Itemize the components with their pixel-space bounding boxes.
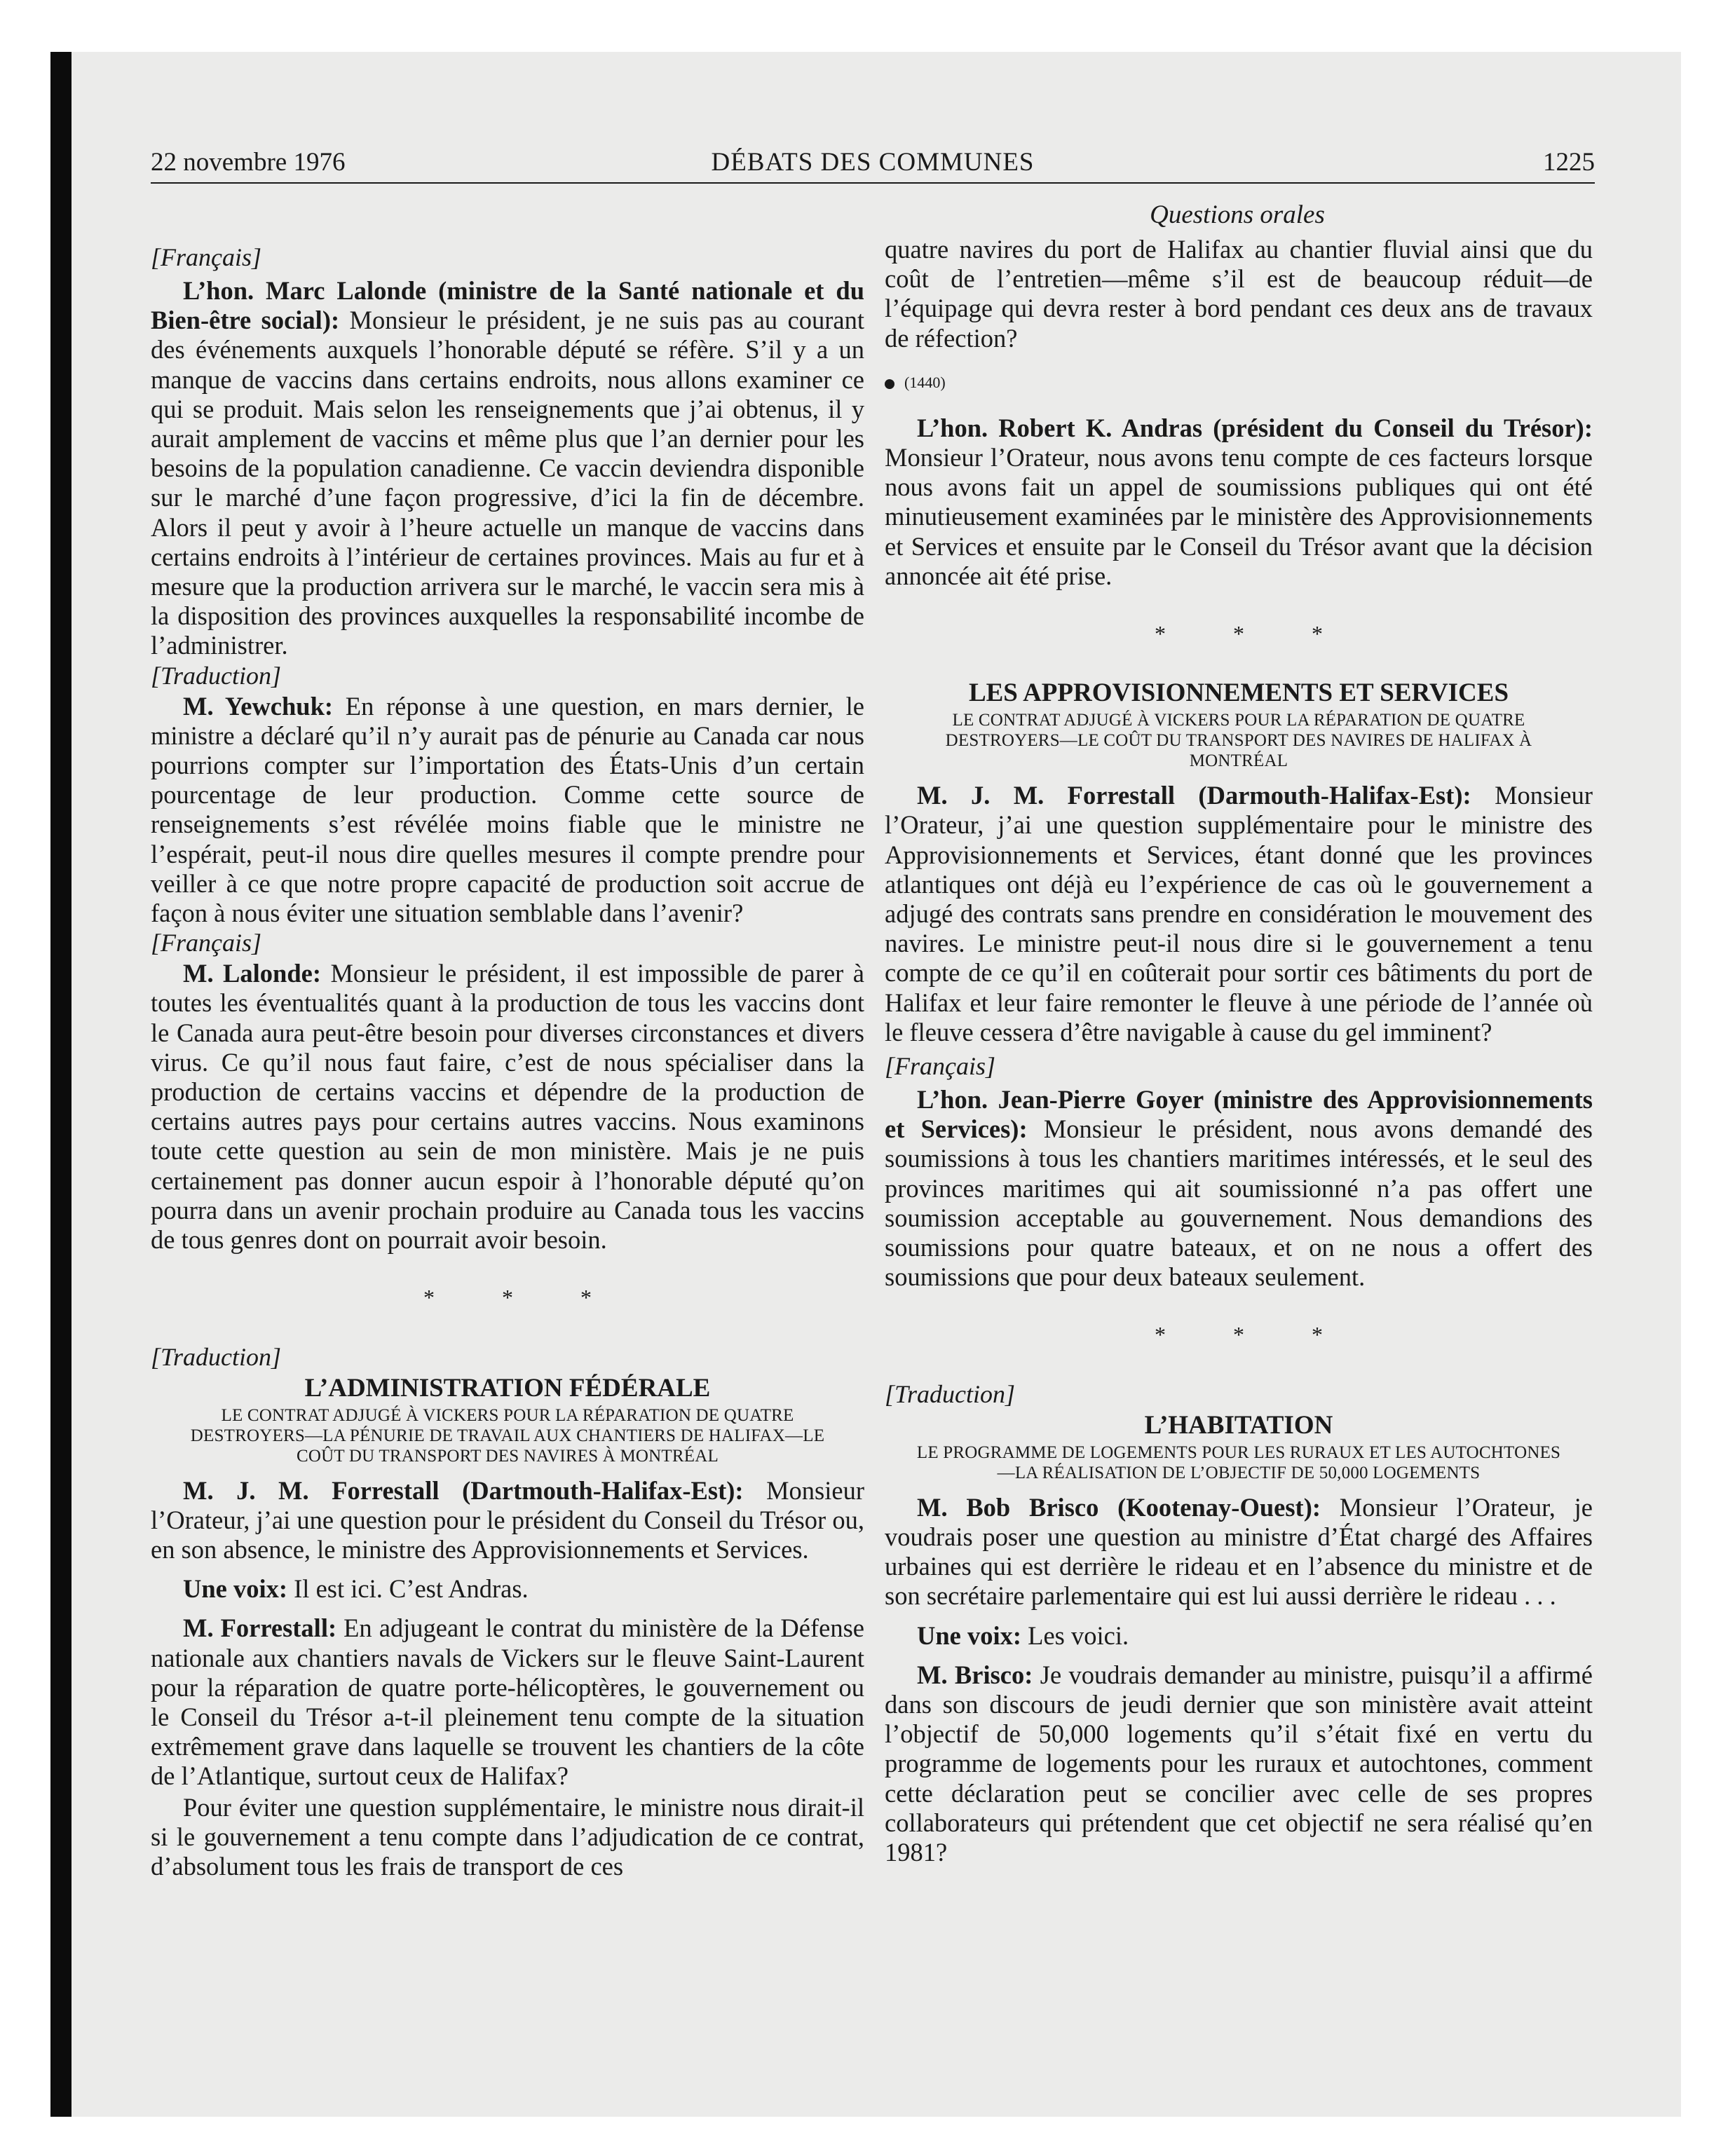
speech-paragraph: [885, 235, 1593, 353]
speech-paragraph: [885, 1493, 1593, 1611]
speaker-name: M. Bob Brisco (Kootenay-Ouest):: [917, 1492, 1321, 1522]
speech-paragraph: [151, 1476, 864, 1565]
header-title: DÉBATS DES COMMUNES: [711, 148, 1035, 177]
section-subtitle: LE PROGRAMME DE LOGEMENTS POUR LES RURAUX ET LES AUTOCHTONES—LA RÉALISATION DE L’OBJECTIF DE 50,000 LOGEMENTS: [916, 1442, 1561, 1482]
speech-text: Monsieur l’Orateur, nous avons tenu compte de ces facteurs lorsque nous avons fait un appel de soumissions publiques qui ont été minutieusement examinées par le ministère des Approvisionnements et Services et ensuite par le Conseil du Trésor avant que la décision annoncée ait été prise.: [885, 443, 1593, 590]
speaker-name: M. Lalonde:: [183, 959, 321, 988]
language-tag: [Traduction]: [151, 1342, 282, 1371]
speaker-name: M. J. M. Forrestall (Dartmouth-Halifax-Est):: [183, 1475, 744, 1505]
speech-text: Monsieur le président, il est impossible de parer à toutes les éventualités quant à la production de tous les vaccins dont le Canada aura peut-être besoin pour diverses circonstances et divers virus. Ce qu’il nous faut faire, c’est de nous spécialiser dans la production de certains vaccins et dépendre de la production de certains autres pays pour certains autres vaccins. Nous examinons toute cette question au sein de mon ministère. Mais je ne puis certainement pas donner aucun espoir à l’honorable député qu’on pourra dans un avenir prochain produire au Canada tous les vaccins de tous genres dont on pourrait avoir besoin.: [151, 959, 864, 1255]
speaker-name: L’hon. Jean-Pierre Goyer (ministre des Approvisionnements et Services):: [885, 1085, 1593, 1144]
section-subtitle: LE CONTRAT ADJUGÉ À VICKERS POUR LA RÉPARATION DE QUATRE DESTROYERS—LA PÉNURIE DE TRAVAIL AUX CHANTIERS DE HALIFAX—LE COÛT DU TRANSPORT DES NAVIRES À MONTRÉAL: [190, 1405, 825, 1466]
section-title: LES APPROVISIONNEMENTS ET SERVICES: [968, 678, 1509, 708]
section-separator: * * *: [1155, 1322, 1354, 1348]
speaker-name: Une voix:: [917, 1621, 1022, 1650]
section-subtitle: LE CONTRAT ADJUGÉ À VICKERS POUR LA RÉPARATION DE QUATRE DESTROYERS—LE COÛT DU TRANSPORT DES NAVIRES DE HALIFAX À MONTRÉAL: [945, 711, 1532, 771]
speech-text: Monsieur l’Orateur, je voudrais poser une question au ministre d’État chargé des Affaires urbaines qui est derrière le rideau et en l’absence du ministre et de son secrétaire parlementaire qui est lui aussi derrière le rideau . . .: [885, 1492, 1593, 1611]
language-tag: [Traduction]: [151, 661, 282, 690]
speech-text: quatre navires du port de Halifax au chantier fluvial ainsi que du coût de l’entretien—même s’il est de beaucoup réduit—de l’équipage qui devra rester à bord pendant ces deux ans de travaux de réfection?: [885, 235, 1593, 353]
speech-text: Monsieur l’Orateur, j’ai une question supplémentaire pour le ministre des Approvisionnements et Services, étant donné que les provinces atlantiques ont déjà eu l’expérience de cas où le gouvernement a adjugé des contrats sans prendre en considération le mouvement des navires. Le ministre peut-il nous dire si le gouvernement a tenu compte de ce qu’il en coûterait pour sortir ces bâtiments du port de Halifax et leur faire remonter le fleuve à une période de l’année où le fleuve cessera d’être navigable à cause du gel imminent?: [885, 781, 1593, 1046]
speech-paragraph: [885, 1085, 1593, 1292]
bullet-icon: [885, 379, 894, 389]
speech-text: Les voici.: [1021, 1621, 1129, 1650]
language-tag: [Français]: [151, 243, 262, 271]
language-tag: [Traduction]: [885, 1379, 1016, 1408]
speech-paragraph: [151, 1574, 864, 1604]
speech-text: Monsieur le président, nous avons demandé des soumissions à tous les chantiers maritimes intéressés, et le seul des provinces maritimes qui ait soumissionné n’a pas offert une soumission acceptable au gouvernement. Nous demandions des soumissions pour quatre bateaux, et on ne nous a offert des soumissions que pour deux bateaux seulement.: [885, 1114, 1593, 1292]
speech-text: Il est ici. C’est Andras.: [287, 1574, 529, 1604]
section-title: L’ADMINISTRATION FÉDÉRALE: [304, 1373, 711, 1403]
language-tag: [Français]: [151, 929, 262, 957]
right-column: [885, 235, 1593, 1867]
header-page-number: 1225: [1543, 148, 1595, 177]
speech-text: En adjugeant le contrat du ministère de la Défense nationale aux chantiers navals de Vickers sur le fleuve Saint-Laurent pour la réparation de quatre porte-hélicoptères, le gouvernement ou le Conseil du Trésor a-t-il pleinement tenu compte de la situation extrêmement grave dans laquelle se trouvent les chantiers de la côte de l’Atlantique, surtout ceux de Halifax?: [151, 1613, 865, 1791]
speech-text: Pour éviter une question supplémentaire, le ministre nous dirait-il si le gouvernement a tenu compte dans l’adjudication de ce contrat, d’absolument tous les frais de transport de ces: [151, 1792, 864, 1881]
speech-paragraph: [885, 414, 1593, 591]
speech-paragraph: [151, 692, 864, 929]
section-separator: * * *: [423, 1285, 622, 1311]
speaker-name: M. J. M. Forrestall (Darmouth-Halifax-Est):: [917, 781, 1471, 810]
speech-text: Monsieur l’Orateur, j’ai une question pour le président du Conseil du Trésor ou, en son absence, le ministre des Approvisionnements et Services.: [151, 1475, 865, 1564]
speaker-name: Une voix:: [183, 1574, 288, 1604]
speech-text: En réponse à une question, en mars dernier, le ministre a déclaré qu’il n’y aurait pas de pénurie au Canada car nous pourrions compter sur l’importation des États-Unis d’un certain pourcentage de leur production. Comme cette source de renseignements s’est révélée moins fiable que le ministre ne l’espérait, peut-il nous dire quelles mesures il compte prendre pour veiller à ce que notre propre capacité de production soit accrue de façon à nous éviter une situation semblable dans l’avenir?: [151, 691, 864, 928]
speech-text: Monsieur le président, je ne suis pas au courant des événements auxquels l’honorable député se réfère. S’il y a un manque de vaccins dans certains endroits, nous allons examiner ce qui se produit. Mais selon les renseignements que j’ai obtenus, il y aurait amplement de vaccins et même plus que l’an dernier pour les besoins de la population canadienne. Ce vaccin deviendra disponible sur le marché d’une façon progressive, d’ici la fin de décembre. Alors il peut y avoir à l’heure actuelle un manque de vaccins dans certains endroits à l’intérieur de certaines provinces. Mais au fur et à mesure que la production arrivera sur le marché, le vaccin sera mis à la disposition des provinces auxquelles la responsabilité incombe de l’administrer.: [151, 306, 865, 660]
scan-edge-shadow: [50, 52, 72, 2117]
speaker-name: M. Brisco:: [917, 1660, 1033, 1689]
speech-paragraph: [151, 959, 864, 1255]
speech-paragraph: [151, 276, 864, 661]
language-tag: [Français]: [885, 1052, 996, 1081]
speaker-name: M. Yewchuk:: [183, 691, 334, 721]
header-date: 22 novembre 1976: [151, 148, 346, 177]
timestamp-text: (1440): [904, 373, 946, 391]
speech-paragraph: [885, 1621, 1593, 1651]
section-separator: * * *: [1155, 621, 1354, 647]
speaker-name: M. Forrestall:: [183, 1613, 337, 1643]
speech-text: Je voudrais demander au ministre, puisqu’il a affirmé dans son discours de jeudi dernier que son ministère avait atteint l’objectif de 50,000 logements qu’il s’était fixé en vertu du programme de logements pour les ruraux et autochtones, comment cette déclaration peut se concilier avec celle de ses propres collaborateurs qui prétendent que cet objectif ne sera réalisé qu’en 1981?: [885, 1660, 1593, 1867]
header-rule: [151, 182, 1595, 184]
running-subhead: Questions orales: [1150, 200, 1325, 229]
speech-paragraph: [151, 1613, 864, 1791]
section-title: L’HABITATION: [1144, 1410, 1333, 1440]
speech-paragraph: [151, 1793, 864, 1882]
speaker-name: L’hon. Marc Lalonde (ministre de la Santé nationale et du Bien-être social):: [151, 276, 864, 335]
speech-paragraph: [885, 1660, 1593, 1867]
timestamp-marker: [885, 369, 1593, 397]
speech-paragraph: [885, 781, 1593, 1047]
left-column: [151, 238, 864, 1881]
speaker-name: L’hon. Robert K. Andras (président du Conseil du Trésor):: [917, 413, 1593, 442]
